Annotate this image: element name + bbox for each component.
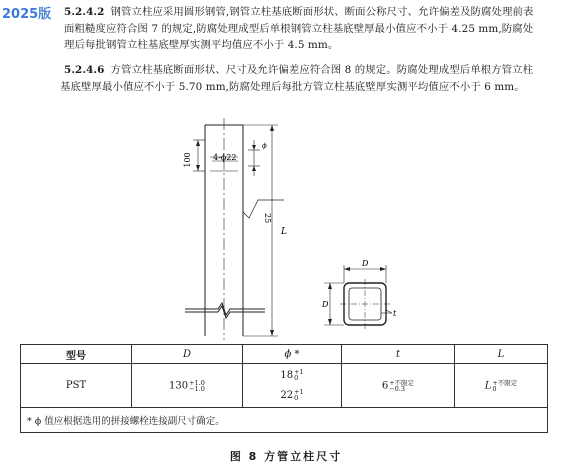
table-note: * ϕ 值应根据选用的拼接螺栓连接副尺寸确定。 xyxy=(21,408,548,433)
section-d-top: D xyxy=(362,259,369,268)
clause-text-line: 理后每批钢管立柱基底壁厚实测平均值应不小于 4.5 mm。 xyxy=(64,39,339,51)
clause-number: 5.2.4.6 xyxy=(64,64,105,76)
header-t: t xyxy=(342,345,455,364)
header-phi: ϕ * xyxy=(243,345,342,364)
hole-label: 4-ϕ22 xyxy=(213,153,237,162)
dimension-table xyxy=(20,344,548,433)
clause-text-line: 基底壁厚最小值应不小于 5.70 mm,防腐处理后每批方管立柱基底壁厚实测平均值应不小于 6 mm。 xyxy=(60,80,525,93)
l-base: L xyxy=(484,380,492,391)
clause-number: 5.2.4.2 xyxy=(64,6,105,18)
l-upper: +不限定 xyxy=(492,378,518,387)
l-lower: 0 xyxy=(492,384,497,393)
header-d: D xyxy=(132,345,243,364)
clause-text-line: 方管立柱基底断面形状、尺寸及允许偏差应符合图 8 的规定。防腐处理成型后单根方管立柱 xyxy=(110,64,534,76)
roughness-label: 25 xyxy=(263,213,272,224)
header-model: 型号 xyxy=(21,345,132,364)
clause-text-line: 面粗糙度应符合图 7 的规定,防腐处理成型后单根钢管立柱基底壁厚最小值应不小于 4.25 mm,防腐处 xyxy=(64,22,534,35)
phi-2-lower: 0 xyxy=(294,394,299,402)
section-d-left: D xyxy=(322,300,329,309)
phi-2-upper: +1 xyxy=(294,388,304,396)
t-base: 6 xyxy=(381,380,389,391)
table-header-row xyxy=(21,345,548,364)
cell-t xyxy=(342,364,455,408)
phi-1-upper: +1 xyxy=(294,368,304,376)
t-upper: +不限定 xyxy=(389,378,415,387)
phi-1: 18 xyxy=(280,369,294,381)
table-row xyxy=(21,364,548,408)
length-label: L xyxy=(281,227,287,237)
dim-100-label: 100 xyxy=(183,152,192,168)
section-t-label: t xyxy=(393,309,397,318)
phi-1-lower: 0 xyxy=(294,374,299,382)
d-lower: −1.0 xyxy=(189,384,205,393)
d-upper: +1.0 xyxy=(189,378,205,387)
figure-caption: 图 8 方管立柱尺寸 xyxy=(229,450,343,463)
header-l: L xyxy=(455,345,548,364)
cell-model: PST xyxy=(21,364,132,408)
clause-text-line: 钢管立柱应采用圆形钢管,钢管立柱基底断面形状、断面公称尺寸、允许偏差及防腐处理前表 xyxy=(110,6,534,18)
table-note-row xyxy=(21,408,548,433)
t-lower: −0.3 xyxy=(389,384,405,393)
slot-label: ϕ xyxy=(262,142,267,150)
version-badge: 2025版 xyxy=(2,7,52,22)
d-base: 130 xyxy=(169,380,189,391)
break-line xyxy=(185,303,265,315)
phi-2: 22 xyxy=(280,389,294,401)
cell-l xyxy=(455,364,548,408)
cell-d xyxy=(132,364,243,408)
cell-phi xyxy=(243,364,342,408)
